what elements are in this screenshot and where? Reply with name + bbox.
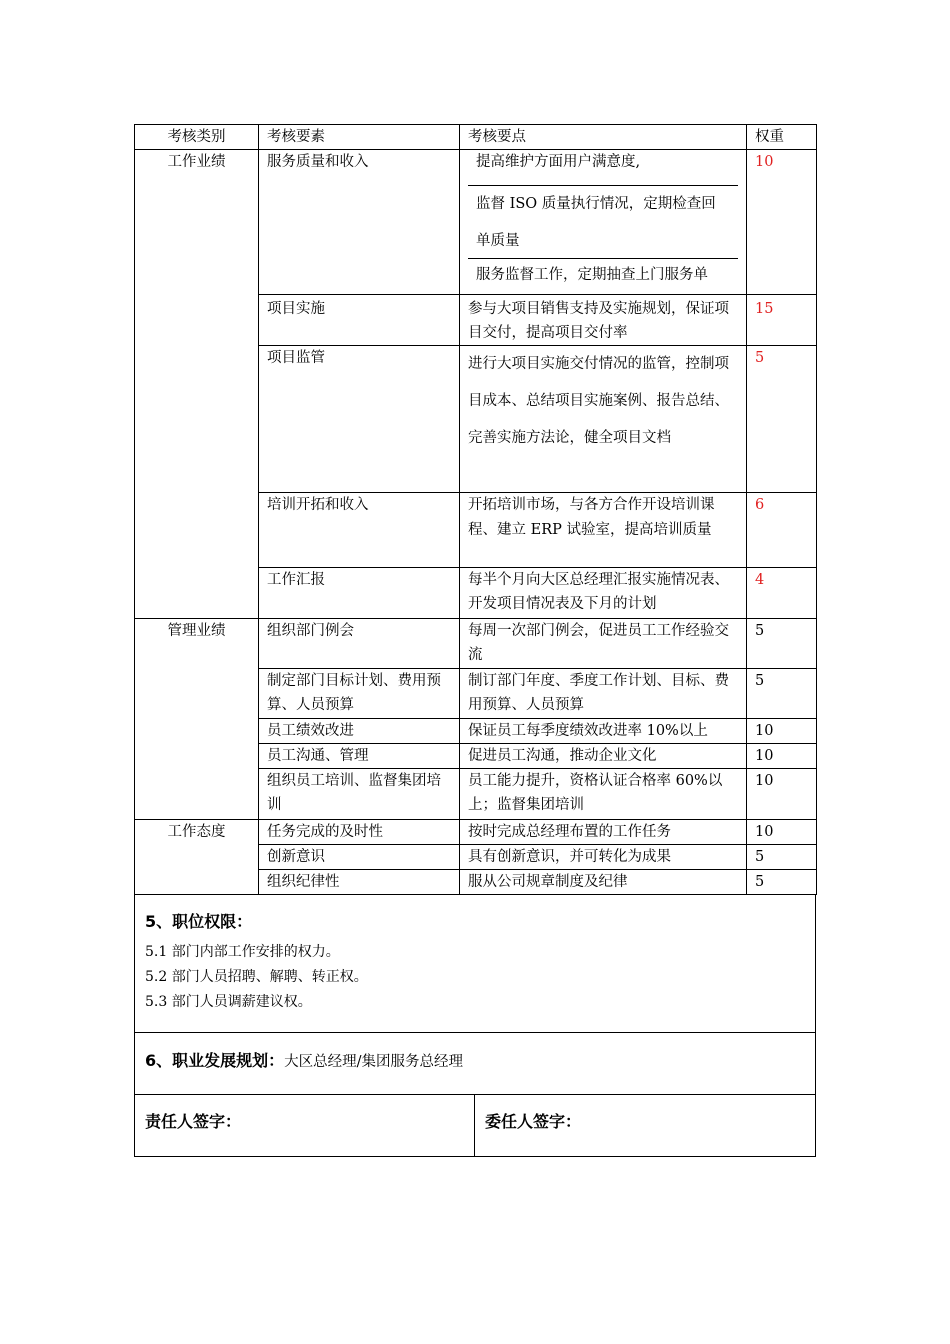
weight-cell: 4 <box>747 568 817 619</box>
element-cell: 员工沟通、管理 <box>259 744 460 769</box>
weight-cell: 10 <box>747 820 817 845</box>
table-header-row <box>135 125 817 150</box>
element-cell: 组织员工培训、监督集团培训 <box>259 769 460 820</box>
points-cell: 服从公司规章制度及纪律 <box>460 870 747 895</box>
points-cell: 保证员工每季度绩效改进率 10%以上 <box>460 719 747 744</box>
points-cell: 按时完成总经理布置的工作任务 <box>460 820 747 845</box>
element-cell: 项目实施 <box>259 295 460 346</box>
responsible-signature-label: 责任人签字： <box>145 1112 242 1131</box>
element-cell: 制定部门目标计划、费用预算、人员预算 <box>259 669 460 719</box>
category-management-performance: 管理业绩 <box>135 619 259 820</box>
authority-item: 5.2 部门人员招聘、解聘、转正权。 <box>145 969 368 985</box>
points-cell: 促进员工沟通，推动企业文化 <box>460 744 747 769</box>
points-cell: 员工能力提升，资格认证合格率 60%以上；监督集团培训 <box>460 769 747 820</box>
authority-item: 5.1 部门内部工作安排的权力。 <box>145 944 340 960</box>
weight-cell: 5 <box>747 870 817 895</box>
element-cell: 创新意识 <box>259 845 460 870</box>
points-cell: 制订部门年度、季度工作计划、目标、费用预算、人员预算 <box>460 669 747 719</box>
point-line: 服务监督工作，定期抽查上门服务单 <box>468 258 738 294</box>
assessment-table <box>134 124 817 895</box>
signature-row <box>134 1095 816 1157</box>
point-line: 提高维护方面用户满意度, <box>476 154 641 170</box>
career-section <box>134 1033 816 1095</box>
points-cell: 进行大项目实施交付情况的监管，控制项目成本、总结项目实施案例、报告总结、完善实施方法论，健全项目文档 <box>460 346 747 493</box>
point-line: 监督 ISO 质量执行情况，定期检查回单质量 <box>468 185 738 258</box>
job-description-document <box>134 124 816 1157</box>
delegator-signature-label: 委任人签字： <box>485 1112 582 1131</box>
element-cell: 项目监管 <box>259 346 460 493</box>
weight-cell: 5 <box>747 619 817 669</box>
element-cell: 任务完成的及时性 <box>259 820 460 845</box>
weight-cell: 10 <box>747 769 817 820</box>
element-cell: 培训开拓和收入 <box>259 493 460 568</box>
points-cell: 参与大项目销售支持及实施规划，保证项目交付，提高项目交付率 <box>460 295 747 346</box>
authority-title: 5、职位权限： <box>145 912 253 931</box>
header-weight: 权重 <box>747 125 817 150</box>
weight-cell: 10 <box>747 744 817 769</box>
element-cell: 组织部门例会 <box>259 619 460 669</box>
element-cell: 服务质量和收入 <box>259 150 460 295</box>
career-title: 6、职业发展规划： <box>145 1051 285 1070</box>
table-row <box>135 150 817 295</box>
authority-item: 5.3 部门人员调薪建议权。 <box>145 994 312 1010</box>
points-cell: 具有创新意识，并可转化为成果 <box>460 845 747 870</box>
header-element: 考核要素 <box>259 125 460 150</box>
category-work-attitude: 工作态度 <box>135 820 259 895</box>
table-row <box>135 619 817 669</box>
weight-cell: 5 <box>747 669 817 719</box>
weight-cell: 10 <box>747 719 817 744</box>
weight-cell: 5 <box>747 346 817 493</box>
element-cell: 员工绩效改进 <box>259 719 460 744</box>
points-cell: 每周一次部门例会，促进员工工作经验交流 <box>460 619 747 669</box>
element-cell: 工作汇报 <box>259 568 460 619</box>
weight-cell: 10 <box>747 150 817 295</box>
table-row <box>135 820 817 845</box>
header-category: 考核类别 <box>135 125 259 150</box>
element-cell: 组织纪律性 <box>259 870 460 895</box>
points-cell <box>460 150 747 295</box>
header-points: 考核要点 <box>460 125 747 150</box>
weight-cell: 5 <box>747 845 817 870</box>
category-work-performance: 工作业绩 <box>135 150 259 619</box>
weight-cell: 15 <box>747 295 817 346</box>
points-cell: 每半个月向大区总经理汇报实施情况表、开发项目情况表及下月的计划 <box>460 568 747 619</box>
career-value: 大区总经理/集团服务总经理 <box>284 1054 464 1070</box>
authority-section <box>134 895 816 1033</box>
points-cell: 开拓培训市场，与各方合作开设培训课程、建立 ERP 试验室，提高培训质量 <box>460 493 747 568</box>
weight-cell: 6 <box>747 493 817 568</box>
